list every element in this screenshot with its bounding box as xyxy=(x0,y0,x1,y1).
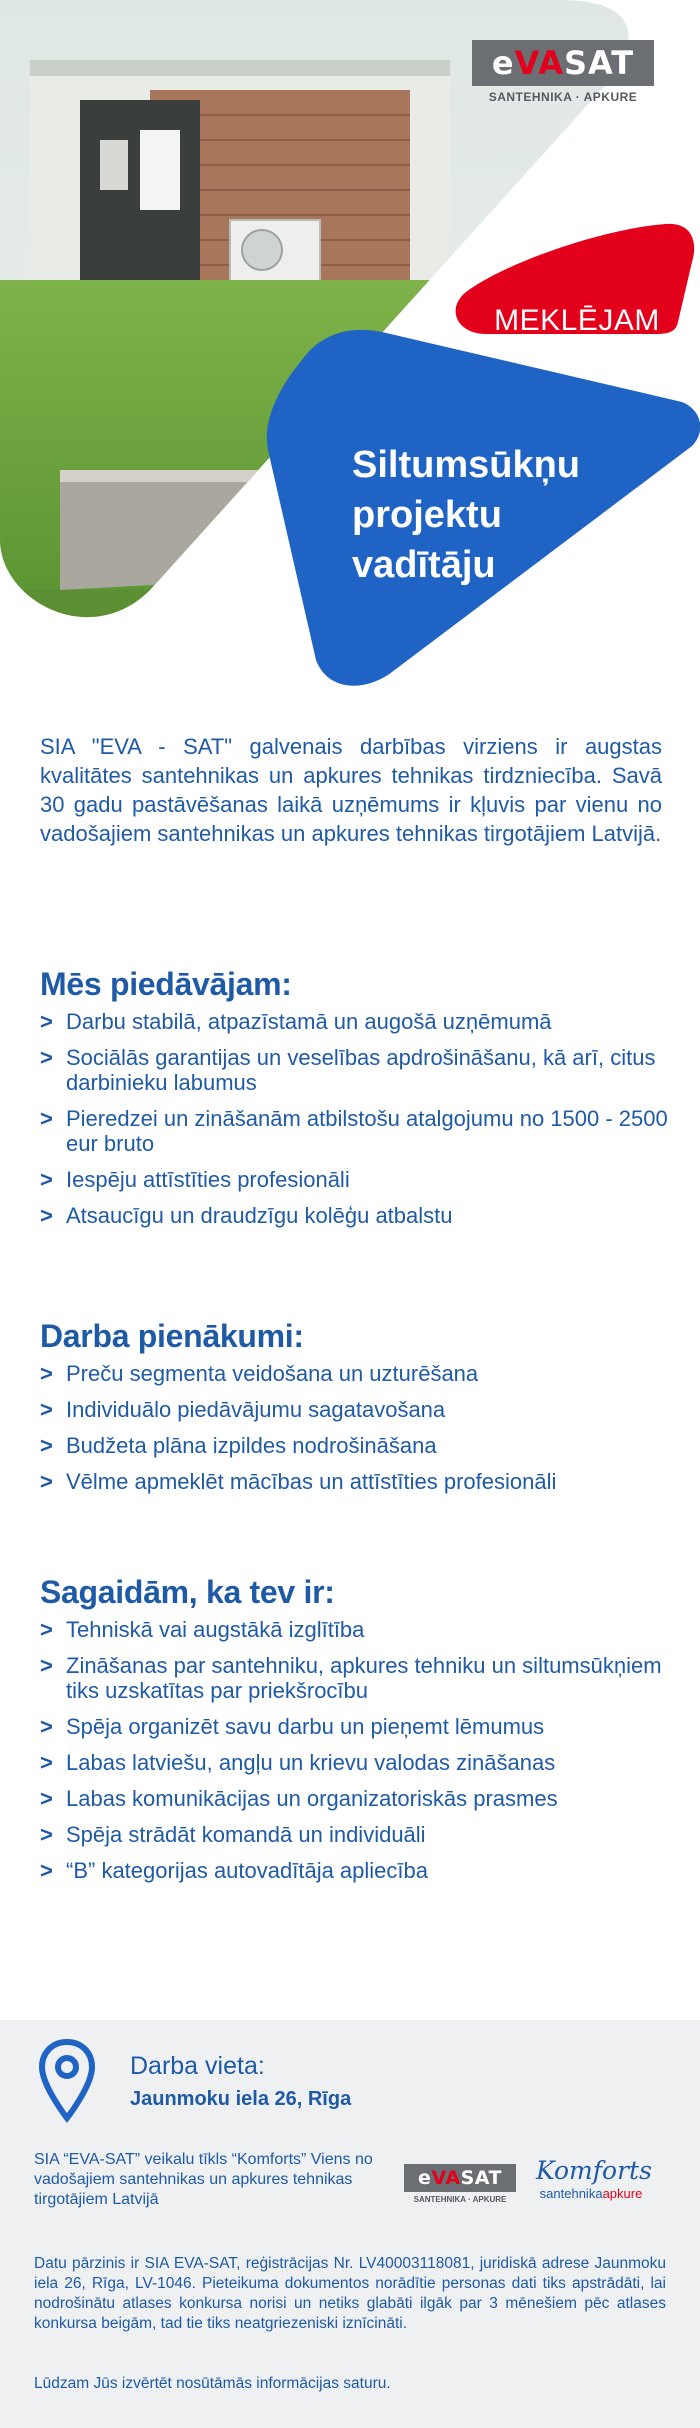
requirements-list xyxy=(40,1617,670,1883)
list-item: > Budžeta plāna izpildes nodrošināšana xyxy=(40,1433,437,1458)
duties-section xyxy=(40,1318,670,1505)
list-item: > Sociālās garantijas un veselības apdrošināšanu, kā arī, citus darbinieku labumus xyxy=(40,1045,656,1095)
list-item: > Individuālo piedāvājumu sagatavošana xyxy=(40,1397,446,1422)
list-item: > “B” kategorijas autovadītāja apliecība xyxy=(40,1858,428,1883)
list-item: > Vēlme apmeklēt mācības un attīstīties profesionāli xyxy=(40,1469,557,1494)
chevron-right-icon: > xyxy=(40,1653,53,1678)
location-address: Jaunmoku iela 26, Rīga xyxy=(130,2088,352,2110)
offer-list xyxy=(40,1009,670,1228)
list-item: > Preču segmenta veidošana un uzturēšana xyxy=(40,1361,479,1386)
badge-text: MEKLĒJAM xyxy=(494,304,660,337)
brand-logo-small xyxy=(404,2164,516,2208)
chevron-right-icon: > xyxy=(40,1203,53,1228)
komforts-wordmark: Komforts xyxy=(536,2156,652,2185)
requirements-section xyxy=(40,1574,670,1894)
offer-heading: Mēs piedāvājam: xyxy=(40,966,292,1002)
list-item: > Tehniskā vai augstākā izglītība xyxy=(40,1617,365,1642)
komforts-tagline: santehnikaapkure xyxy=(539,2186,643,2201)
chevron-right-icon: > xyxy=(40,1167,53,1192)
chevron-right-icon: > xyxy=(40,1858,53,1883)
network-text: SIA “EVA-SAT” veikalu tīkls “Komforts” Viens no vadošajiem santehnikas un apkures tehnikas tirgotājiem Latvijā xyxy=(34,2151,373,2208)
list-item: > Spēja organizēt savu darbu un pieņemt lēmumus xyxy=(40,1714,545,1739)
chevron-right-icon: > xyxy=(40,1617,53,1642)
chevron-right-icon: > xyxy=(40,1433,53,1458)
location-pin-icon xyxy=(38,2038,96,2124)
location-label: Darba vieta: xyxy=(130,2052,265,2080)
chevron-right-icon: > xyxy=(40,1009,53,1034)
intro-block xyxy=(40,732,662,848)
legal-note: Lūdzam Jūs izvērtēt nosūtāmās informācijas saturu. xyxy=(34,2375,391,2392)
brand-tagline-small: SANTEHNIKA · APKURE xyxy=(413,2195,507,2204)
brand-tagline: SANTEHNIKA · APKURE xyxy=(488,90,638,104)
footer-band xyxy=(0,2020,700,2428)
chevron-right-icon: > xyxy=(40,1106,53,1131)
list-item: > Iespēju attīstīties profesionāli xyxy=(40,1167,350,1192)
komforts-logo xyxy=(536,2156,652,2208)
requirements-heading: Sagaidām, ka tev ir: xyxy=(40,1574,335,1610)
list-item: > Darbu stabilā, atpazīstamā un augošā uzņēmumā xyxy=(40,1009,552,1034)
brand-logo xyxy=(472,40,654,112)
list-item: > Spēja strādāt komandā un individuāli xyxy=(40,1822,426,1847)
chevron-right-icon: > xyxy=(40,1045,53,1070)
brand-wordmark-small: e VA SAT xyxy=(404,2164,516,2192)
intro-paragraph: SIA "EVA - SAT" galvenais darbības virziens ir augstas kvalitātes santehnikas un apkures tehnikas tirdzniecība. Savā 30 gadu pastāvēšanas laikā uzņēmums ir kļuvis par vienu no vadošajiem santehnikas un apkures tehnikas tirgotājiem Latvijā. xyxy=(40,734,662,846)
offer-section xyxy=(40,966,670,1239)
list-item: > Pieredzei un zināšanām atbilstošu atalgojumu no 1500 - 2500 eur bruto xyxy=(40,1106,668,1156)
chevron-right-icon: > xyxy=(40,1361,53,1386)
chevron-right-icon: > xyxy=(40,1397,53,1422)
duties-heading: Darba pienākumi: xyxy=(40,1318,304,1354)
hero-section xyxy=(0,0,700,720)
list-item: > Labas latviešu, angļu un krievu valodas zināšanas xyxy=(40,1750,556,1775)
brand-wordmark: e VA SAT xyxy=(472,40,654,86)
list-item: > Zināšanas par santehniku, apkures tehniku un siltumsūkņiem tiks uzskatītas par priekšrocību xyxy=(40,1653,662,1703)
chevron-right-icon: > xyxy=(40,1750,53,1775)
chevron-right-icon: > xyxy=(40,1469,53,1494)
chevron-right-icon: > xyxy=(40,1822,53,1847)
legal-notice: Datu pārzinis ir SIA EVA-SAT, reģistrācijas Nr. LV40003118081, juridiskā adrese Jaunmoku iela 26, Rīga, LV-1046. Pieteikuma dokumentos norādītie personas dati tiks apstrādāti, lai nodrošinātu atlases konkursa norisi un netiks glabāti ilgāk par 3 mēnešiem pēc atlases konkursa beigām, tad tie tiks neatgriezeniski iznīcināti. xyxy=(34,2255,666,2332)
list-item: > Labas komunikācijas un organizatoriskās prasmes xyxy=(40,1786,558,1811)
duties-list xyxy=(40,1361,670,1494)
chevron-right-icon: > xyxy=(40,1786,53,1811)
hero-title: Siltumsūkņu projektu vadītāju xyxy=(352,444,581,586)
list-item: > Atsaucīgu un draudzīgu kolēģu atbalstu xyxy=(40,1203,453,1228)
chevron-right-icon: > xyxy=(40,1714,53,1739)
